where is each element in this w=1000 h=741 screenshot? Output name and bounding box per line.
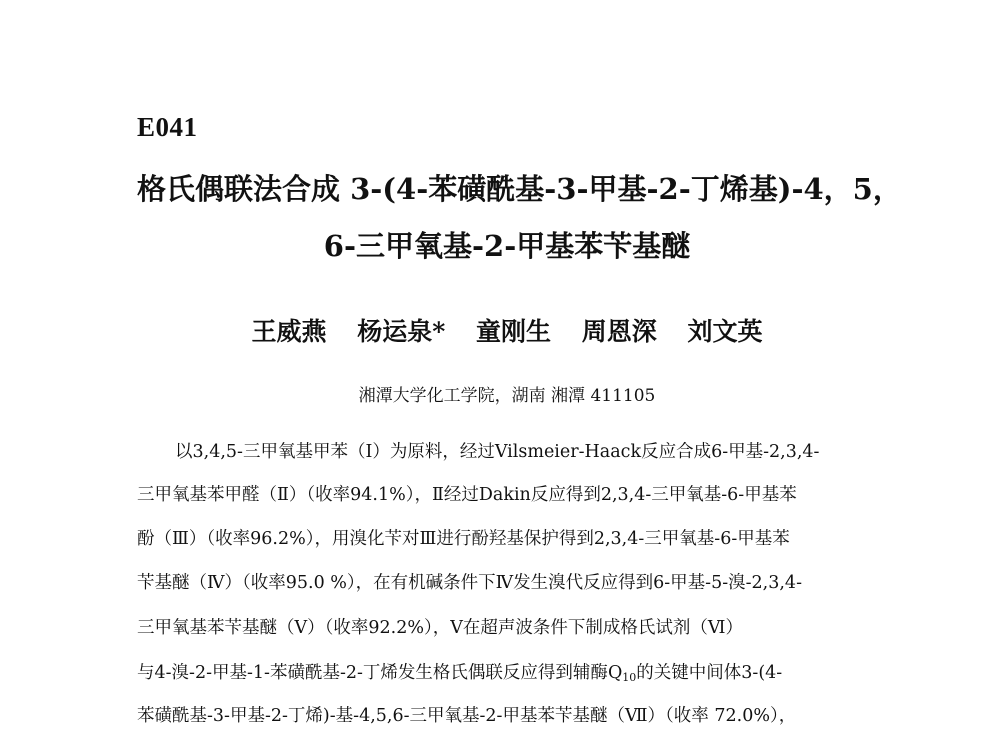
author: 王威燕 — [251, 317, 327, 346]
abstract-line: 三甲氧基苯苄基醚（Ⅴ）（收率92.2%），Ⅴ在超声波条件下制成格氏试剂（Ⅵ） — [137, 618, 743, 638]
author: 刘文英 — [687, 317, 763, 346]
author: 周恩深 — [581, 317, 657, 346]
coenzyme-q: Q — [607, 663, 623, 683]
author: 杨运泉* — [357, 317, 446, 346]
title-line-2: 6-三甲氧基-2-甲基苯苄基醚 — [323, 229, 691, 263]
abstract-line-text: 与4-溴-2-甲基-1-苯磺酰基-2-丁烯发生格氏偶联反应得到辅酶 — [137, 663, 608, 683]
paper-code: E041 — [137, 112, 198, 142]
title-line-1: 格氏偶联法合成 3-(4-苯磺酰基-3-甲基-2-丁烯基)-4，5， — [137, 172, 902, 206]
abstract-line: 以3,4,5-三甲氧基甲苯（Ⅰ）为原料，经过Vilsmeier-Haack反应合成6-甲基-2,3,4- — [175, 442, 820, 462]
coenzyme-subscript: 10 — [622, 671, 637, 684]
abstract-line: 苯磺酰基-3-甲基-2-丁烯)-基-4,5,6-三甲氧基-2-甲基苯苄基醚（Ⅶ）（收率 72.0%）， — [137, 706, 797, 726]
author: 童刚生 — [476, 317, 552, 346]
abstract-line: 酚（Ⅲ）（收率96.2%），用溴化苄对Ⅲ进行酚羟基保护得到2,3,4-三甲氧基-6-甲基苯 — [137, 529, 790, 549]
author-list — [137, 312, 877, 348]
affiliation: 湘潭大学化工学院，湖南 湘潭 411105 — [358, 386, 656, 406]
abstract-line: 苄基醚（Ⅳ）（收率95.0 %），在有机碱条件下Ⅳ发生溴代反应得到6-甲基-5-溴-2,3,4- — [137, 573, 802, 593]
abstract-line-tail: 的关键中间体3-(4- — [636, 663, 783, 683]
abstract-line: 三甲氧基苯甲醛（Ⅱ）（收率94.1%），Ⅱ经过Dakin反应得到2,3,4-三甲氧基-6-甲基苯 — [137, 485, 797, 505]
abstract-line — [137, 665, 877, 683]
